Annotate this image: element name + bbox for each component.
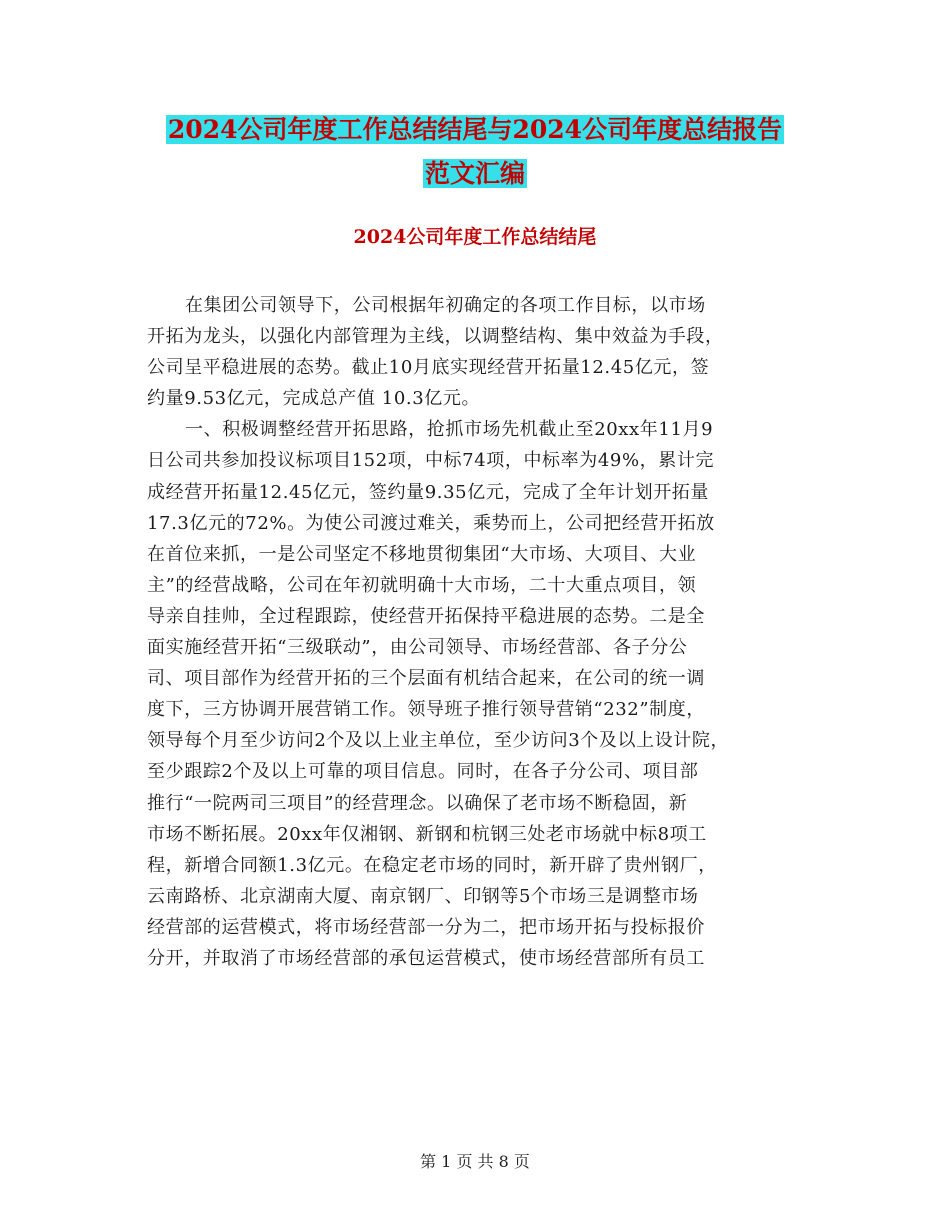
paragraph-1-line: 公司呈平稳进展的态势。截止10月底实现经营开拓量12.45亿元，签 — [147, 357, 710, 379]
page-footer: 第 1 页 共 8 页 — [420, 1152, 530, 1171]
paragraph-2-line: 日公司共参加投议标项目152项，中标74项，中标率为49%，累计完 — [147, 450, 715, 472]
paragraph-2-line: 在首位来抓，一是公司坚定不移地贯彻集团“大市场、大项目、大业 — [147, 543, 697, 565]
paragraph-2-line: 领导每个月至少访问2个及以上业主单位，至少访问3个及以上设计院， — [147, 730, 730, 752]
paragraph-1-line: 开拓为龙头，以强化内部管理为主线，以调整结构、集中效益为手段， — [147, 326, 724, 348]
paragraph-2-line: 度下，三方协调开展营销工作。领导班子推行领导营销“232”制度， — [147, 699, 705, 721]
paragraph-2-line: 成经营开拓量12.45亿元，签约量9.35亿元，完成了全年计划开拓量 — [147, 481, 710, 503]
paragraph-2-line: 一、积极调整经营开拓思路，抢抓市场先机截止至20xx年11月9 — [185, 419, 714, 441]
paragraph-2-line: 推行“一院两司三项目”的经营理念。以确保了老市场不断稳固，新 — [147, 792, 688, 814]
section-title: 2024公司年度工作总结结尾 — [353, 226, 597, 248]
paragraph-2-line: 程，新增合同额1.3亿元。在稳定老市场的同时，新开辟了贵州钢厂， — [147, 854, 717, 876]
paragraph-2-line: 导亲自挂帅，全过程跟踪，使经营开拓保持平稳进展的态势。二是全 — [147, 605, 705, 627]
paragraph-1-line: 约量9.53亿元，完成总产值 10.3亿元。 — [147, 388, 481, 410]
paragraph-2-line: 司、项目部作为经营开拓的三个层面有机结合起来，在公司的统一调 — [147, 668, 705, 690]
paragraph-2-line: 分开，并取消了市场经营部的承包运营模式，使市场经营部所有员工 — [147, 947, 705, 969]
paragraph-2-line: 经营部的运营模式，将市场经营部一分为二，把市场开拓与投标报价 — [147, 916, 705, 938]
document-title-line-1: 2024公司年度工作总结结尾与2024公司年度总结报告 — [167, 115, 783, 144]
paragraph-2-line: 17.3亿元的72%。为使公司渡过难关，乘势而上，公司把经营开拓放 — [147, 512, 715, 534]
paragraph-2-line: 面实施经营开拓“三级联动”，由公司领导、市场经营部、各子分公 — [147, 637, 688, 659]
paragraph-1-line: 在集团公司领导下，公司根据年初确定的各项工作目标，以市场 — [185, 295, 706, 316]
paragraph-2-line: 市场不断拓展。20xx年仅湘钢、新钢和杭钢三处老市场就中标8项工 — [147, 823, 707, 845]
paragraph-2-line: 主”的经营战略，公司在年初就明确十大市场，二十大重点项目，领 — [147, 574, 697, 596]
paragraph-2-line: 至少跟踪2个及以上可靠的项目信息。同时，在各子分公司、项目部 — [147, 761, 699, 783]
document-title-line-2: 范文汇编 — [424, 159, 525, 188]
body-text — [147, 290, 817, 974]
paragraph-2-line: 云南路桥、北京湖南大厦、南京钢厂、印钢等5个市场三是调整市场 — [147, 885, 699, 907]
